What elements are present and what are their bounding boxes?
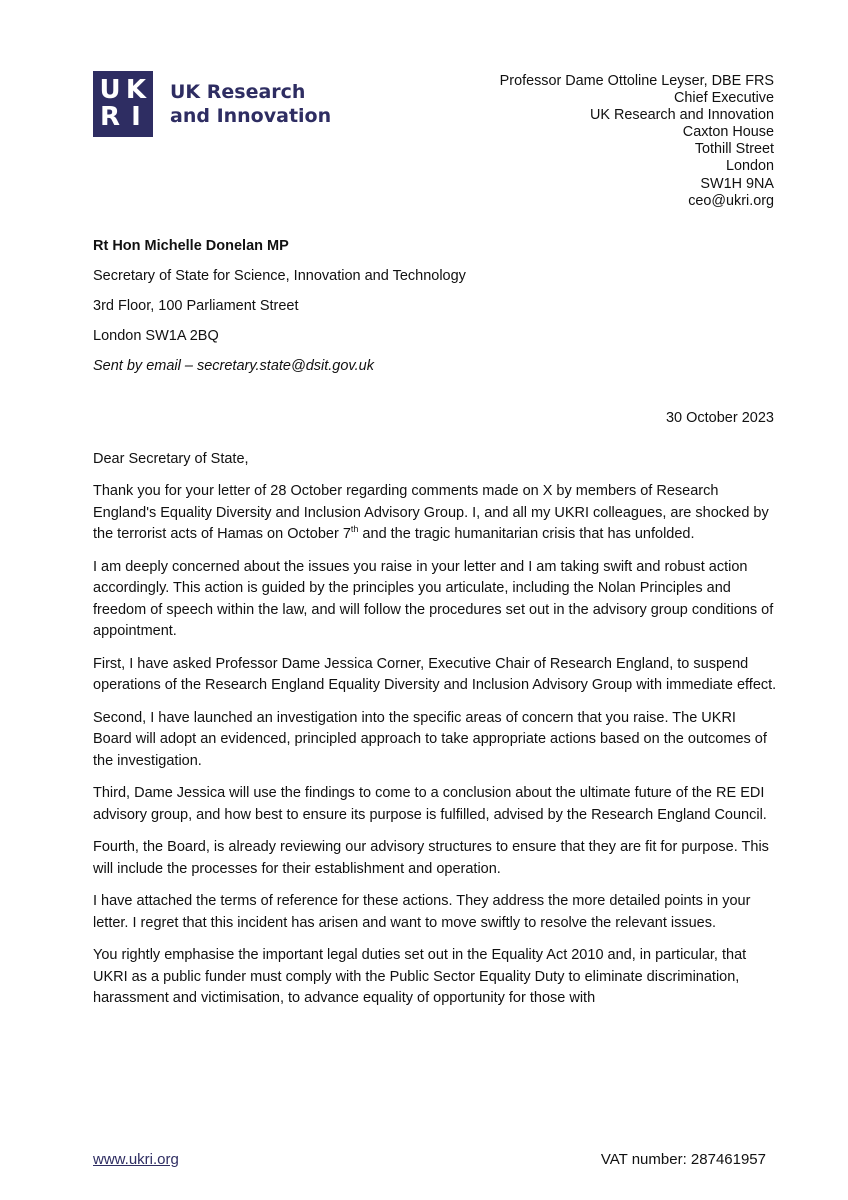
logo-line-1: UK Research — [170, 81, 306, 103]
letter-date: 30 October 2023 — [665, 410, 774, 426]
paragraph-2: I am deeply concerned about the issues you raise in your letter and I am taking swift and robust action accordingly. This action is guided by the principles you articulate, including the Nolan Principles and freedom of speech within the law, and will follow the procedures set out in the advisory group conditions of appointment. — [93, 558, 774, 639]
sender-organisation: UK Research and Innovation — [590, 107, 774, 124]
logo-mark-letter: K — [125, 75, 147, 105]
logo-wordmark — [170, 80, 331, 128]
logo-mark-letter: I — [131, 102, 141, 132]
footer-vat-number: VAT number: 287461957 — [600, 1151, 766, 1168]
recipient-address-line-2: London SW1A 2BQ — [93, 328, 219, 344]
sender-name: Professor Dame Ottoline Leyser, DBE FRS — [499, 73, 774, 89]
ukri-logo — [93, 71, 331, 137]
sender-building: Caxton House — [682, 124, 774, 141]
logo-line-2: and Innovation — [170, 105, 332, 127]
salutation: Dear Secretary of State, — [93, 451, 249, 467]
recipient-title: Secretary of State for Science, Innovation and Technology — [93, 268, 466, 284]
paragraph-3: First, I have asked Professor Dame Jessica Corner, Executive Chair of Research England, to suspend operations of the Research England Equality Diversity and Inclusion Advisory Group with immediate effect. — [93, 655, 777, 693]
recipient-address-block — [93, 237, 466, 387]
sender-city: London — [725, 158, 774, 175]
logo-mark-letter: R — [99, 102, 121, 132]
sender-street: Tothill Street — [694, 141, 774, 158]
recipient-address-line-1: 3rd Floor, 100 Parliament Street — [93, 298, 299, 314]
recipient-name: Rt Hon Michelle Donelan MP — [93, 238, 289, 254]
footer-website-link[interactable]: www.ukri.org — [93, 1151, 179, 1168]
paragraph-7: I have attached the terms of reference for these actions. They address the more detailed points in your letter. I regret that this incident has arisen and want to move swiftly to resolve the relevant issues. — [93, 893, 751, 931]
paragraph-8: You rightly emphasise the important legal duties set out in the Equality Act 2010 and, in particular, that UKRI as a public funder must comply with the Public Sector Equality Duty to eliminate discrimination, harassment and victimisation, to advance equality of opportunity for those with — [93, 947, 747, 1006]
sender-role: Chief Executive — [674, 90, 774, 107]
paragraph-5: Third, Dame Jessica will use the findings to come to a conclusion about the ultimate future of the RE EDI advisory group, and how best to ensure its purpose is fulfilled, advised by the Research England Council. — [93, 785, 767, 823]
sender-postcode: SW1H 9NA — [700, 175, 774, 192]
paragraph-4: Second, I have launched an investigation into the specific areas of concern that you raise. The UKRI Board will adopt an evidenced, principled approach to take appropriate actions based on the outcomes of the investigation. — [93, 709, 767, 769]
sender-email: ceo@ukri.org — [688, 192, 774, 209]
logo-mark-letter: U — [99, 75, 121, 105]
recipient-sent-by: Sent by email – secretary.state@dsit.gov.uk — [93, 358, 374, 374]
ukri-logo-mark — [93, 71, 153, 137]
sender-address-block — [500, 73, 774, 210]
paragraph-6: Fourth, the Board, is already reviewing our advisory structures to ensure that they are fit for purpose. This will include the processes for their establishment and operation. — [93, 839, 769, 877]
paragraph-1: Thank you for your letter of 28 October regarding comments made on X by members of Research England's Equality Diversity and Inclusion Advisory Group. I, and all my UKRI colleagues, are shocked by the terrorist acts of Hamas on October 7th and the tragic humanitarian crisis that has unfolded. — [93, 483, 769, 542]
letter-body — [93, 481, 777, 1021]
